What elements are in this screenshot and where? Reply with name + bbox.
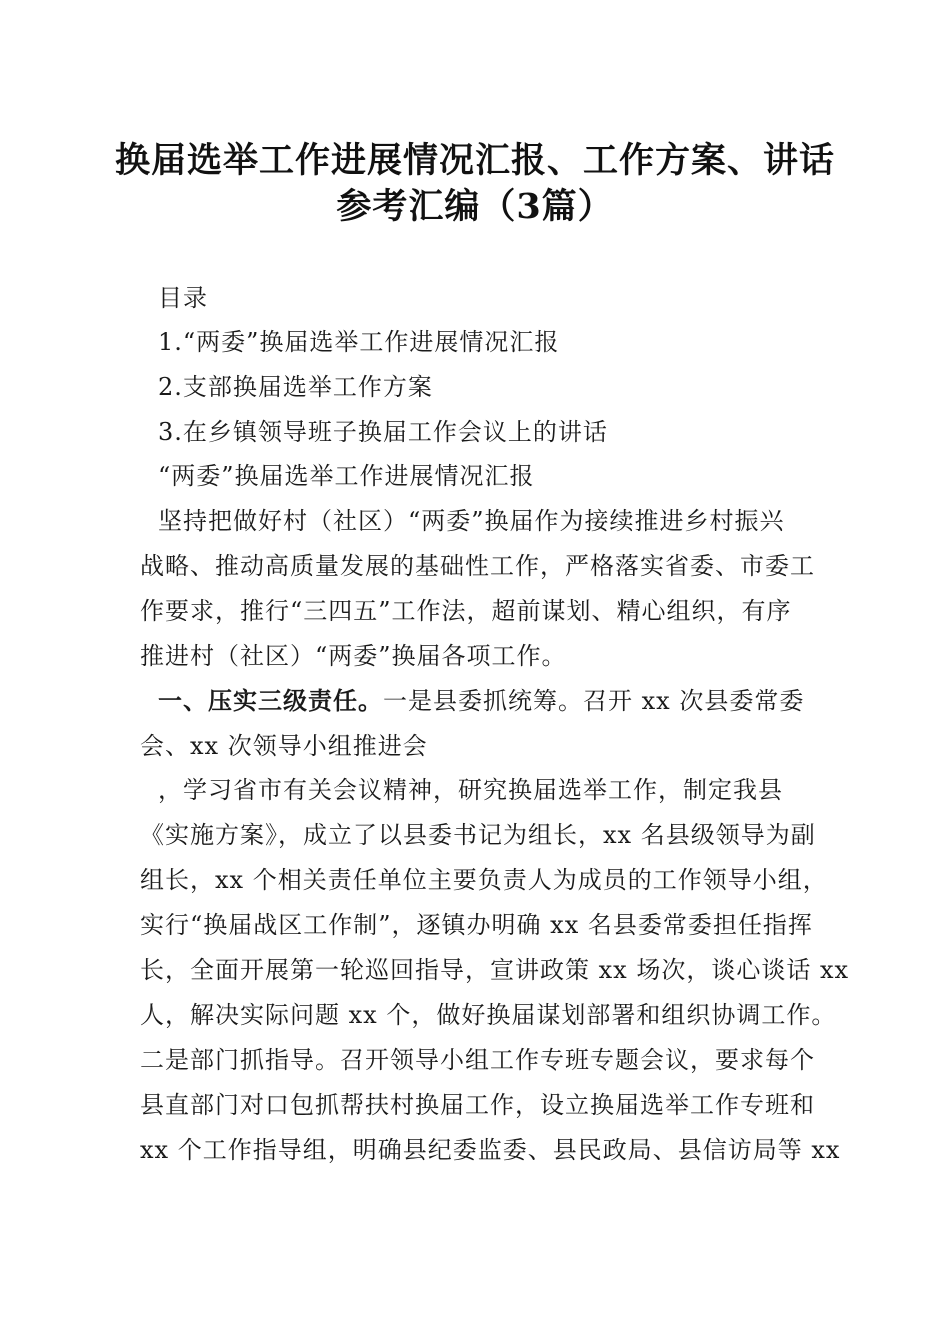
intro-line-1: 坚持把做好村（社区）“两委”换届作为接续推进乡村振兴 bbox=[158, 507, 785, 535]
toc-item-1: 1.“两委”换届选举工作进展情况汇报 bbox=[158, 328, 560, 356]
point1-body-line-1: ，学习省市有关会议精神，研究换届选举工作，制定我县 bbox=[158, 776, 783, 804]
point1-body-line-4: 实行“换届战区工作制”，逐镇办明确 xx 名县委常委担任指挥 bbox=[140, 911, 813, 939]
point1-line-2: 会、xx 次领导小组推进会 bbox=[140, 732, 428, 760]
section-title: “两委”换届选举工作进展情况汇报 bbox=[158, 462, 535, 490]
point1-line1-rest: 一是县委抓统筹。召开 xx 次县委常委 bbox=[383, 687, 805, 715]
intro-line-4: 推进村（社区）“两委”换届各项工作。 bbox=[140, 642, 567, 670]
point1-body-line-3: 组长，xx 个相关责任单位主要负责人为成员的工作领导小组， bbox=[140, 866, 828, 894]
intro-line-2: 战略、推动高质量发展的基础性工作，严格落实省委、市委工 bbox=[140, 552, 815, 580]
point1-body-line-5: 长，全面开展第一轮巡回指导，宣讲政策 xx 场次，谈心谈话 xx bbox=[140, 956, 850, 984]
toc-item-3: 3.在乡镇领导班子换届工作会议上的讲话 bbox=[158, 418, 608, 446]
intro-line-3: 作要求，推行“三四五”工作法，超前谋划、精心组织，有序 bbox=[140, 597, 792, 625]
point1-body-line-7: 二是部门抓指导。召开领导小组工作专班专题会议，要求每个 bbox=[140, 1046, 815, 1074]
point1-body-line-2: 《实施方案》，成立了以县委书记为组长，xx 名县级领导为副 bbox=[140, 821, 816, 849]
point1-body-line-9: xx 个工作指导组，明确县纪委监委、县民政局、县信访局等 xx bbox=[140, 1136, 841, 1164]
document-title-line-2: 参考汇编（3篇） bbox=[336, 186, 614, 227]
point1-heading: 一、压实三级责任。 bbox=[158, 687, 383, 715]
toc-heading: 目录 bbox=[158, 284, 208, 312]
point1-body-line-8: 县直部门对口包抓帮扶村换届工作，设立换届选举工作专班和 bbox=[140, 1091, 815, 1119]
toc-item-2: 2.支部换届选举工作方案 bbox=[158, 373, 433, 401]
document-title-line-1: 换届选举工作进展情况汇报、工作方案、讲话 bbox=[114, 140, 835, 181]
point1-body-line-6: 人，解决实际问题 xx 个，做好换届谋划部署和组织协调工作。 bbox=[140, 1001, 837, 1029]
point1-first-line bbox=[158, 685, 858, 717]
